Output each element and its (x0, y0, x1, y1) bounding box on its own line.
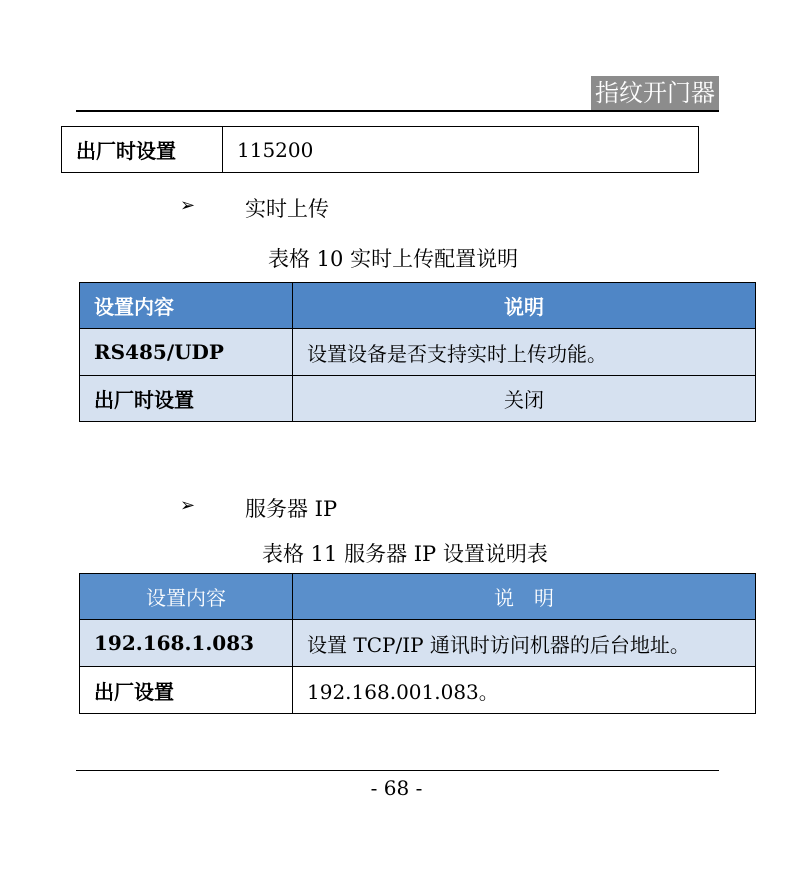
table-header-cell: 设置内容 (80, 574, 293, 620)
table-cell: 192.168.1.083 (80, 620, 293, 667)
table-cell: 出厂设置 (80, 667, 293, 714)
table-cell-value: 115200 (223, 127, 699, 173)
header-title: 指纹开门器 (591, 76, 719, 110)
table-header-row (80, 574, 756, 620)
table-cell-label: 出厂时设置 (62, 127, 223, 173)
table-header-row (80, 283, 756, 329)
bullet-arrow-icon: ➢ (180, 495, 196, 516)
section-title: 实时上传 (245, 197, 329, 221)
factory-baud-table (61, 126, 699, 173)
table-cell: 设置 TCP/IP 通讯时访问机器的后台地址。 (293, 620, 756, 667)
bullet-arrow-icon: ➢ (180, 195, 196, 216)
table-row (80, 620, 756, 667)
table-cell: 关闭 (293, 376, 756, 422)
table-cell: RS485/UDP (80, 329, 293, 376)
header-rule (76, 110, 719, 112)
server-ip-table (79, 573, 756, 714)
section-title: 服务器 IP (245, 497, 338, 521)
table-caption: 表格 10 实时上传配置说明 (268, 247, 519, 271)
table-row (80, 376, 756, 422)
footer-rule (76, 770, 719, 771)
realtime-upload-table (79, 282, 756, 422)
page-number: - 68 - (370, 776, 423, 800)
table-cell: 设置设备是否支持实时上传功能。 (293, 329, 756, 376)
table-cell: 出厂时设置 (80, 376, 293, 422)
table-header-cell: 说明 (293, 283, 756, 329)
table-caption: 表格 11 服务器 IP 设置说明表 (262, 542, 548, 566)
table-row (80, 667, 756, 714)
table-row (80, 329, 756, 376)
table-row (62, 127, 699, 173)
table-header-cell: 设置内容 (80, 283, 293, 329)
table-header-cell: 说 明 (293, 574, 756, 620)
table-cell: 192.168.001.083。 (293, 667, 756, 714)
